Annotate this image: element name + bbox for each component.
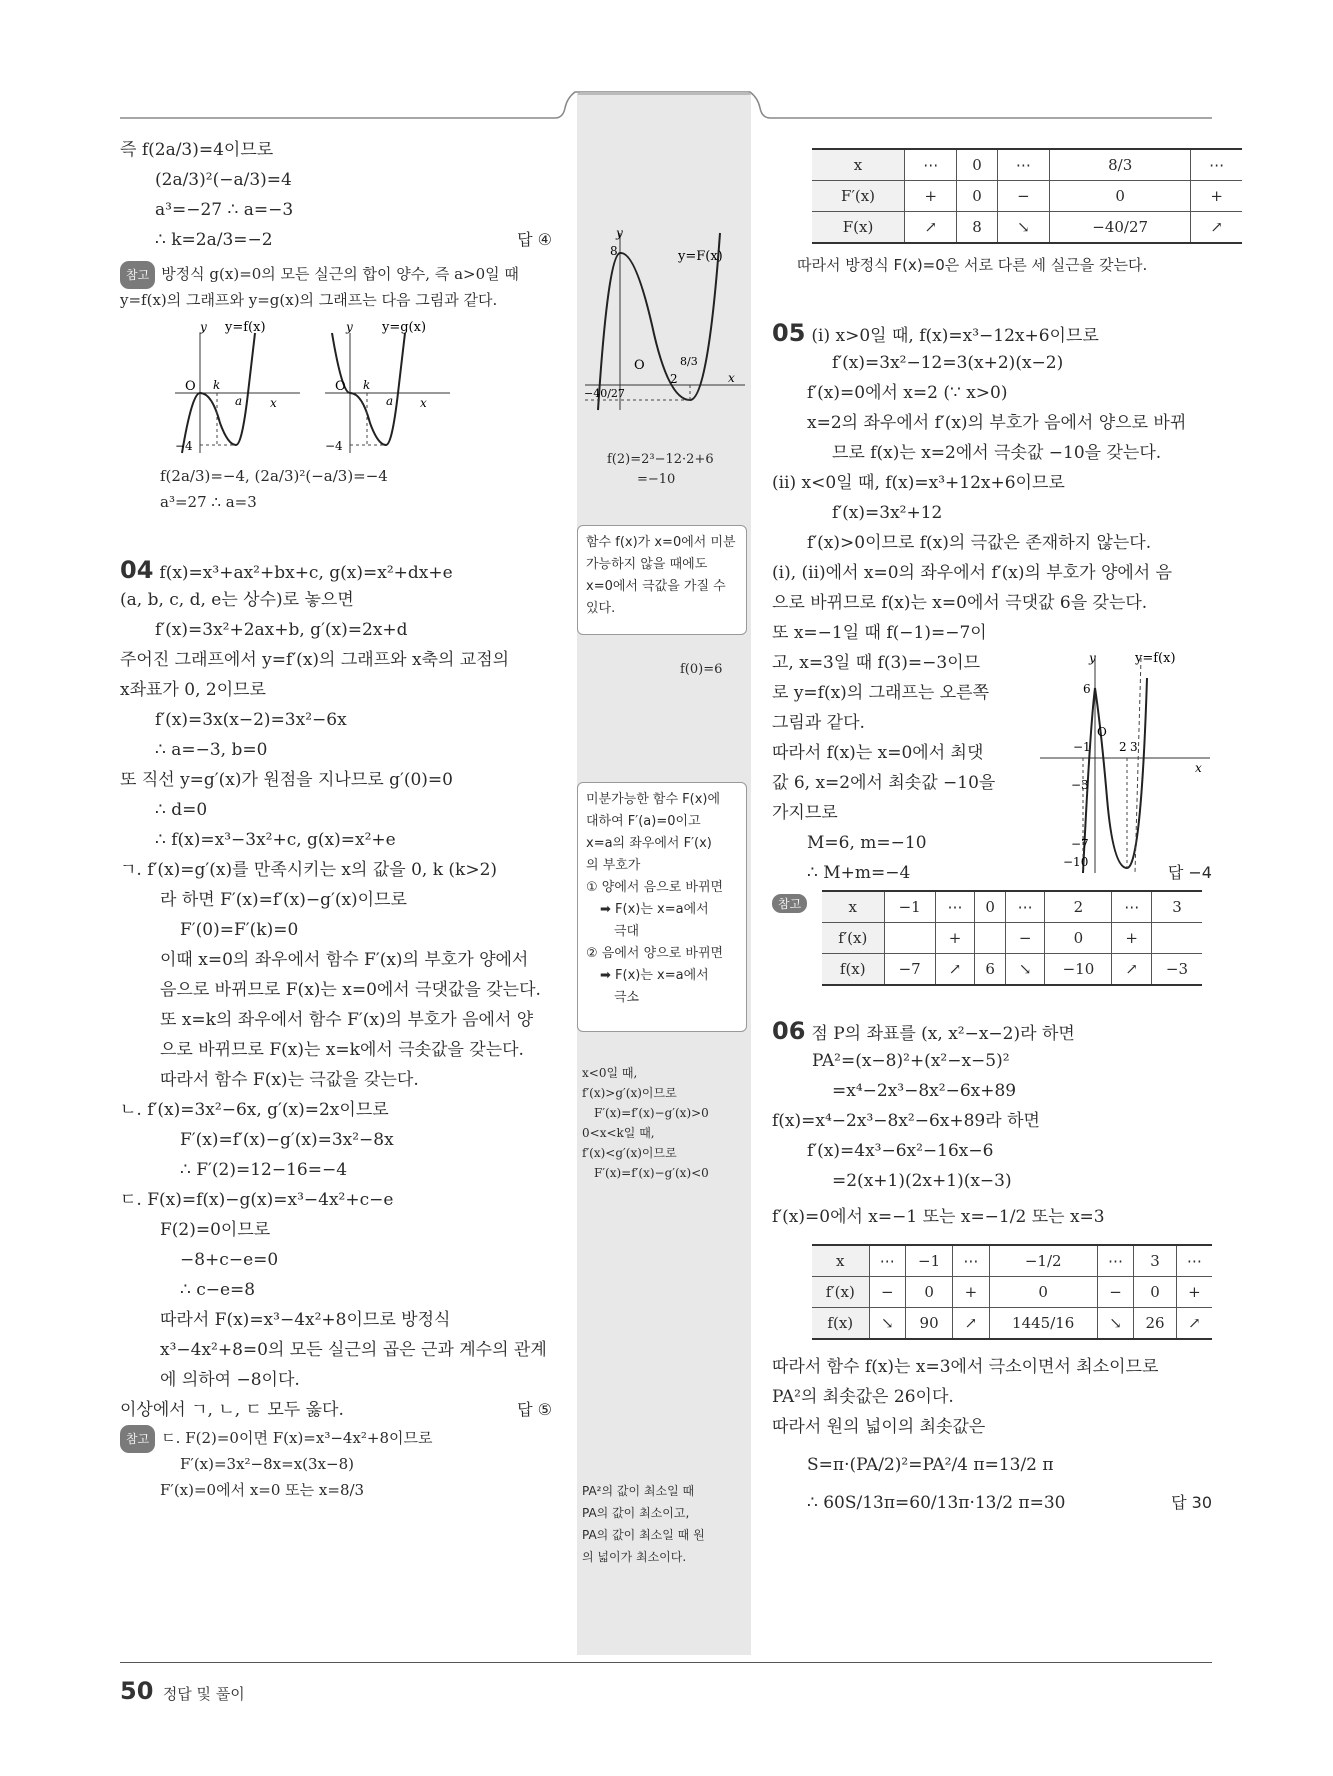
graph-g-title: y=g(x) [382, 320, 427, 335]
text-line: 음으로 바뀌므로 F(x)는 x=0에서 극댓값을 갖는다. [160, 980, 541, 1000]
cell: − [1005, 923, 1045, 954]
note-f0: f(0)=6 [680, 662, 723, 677]
note-tag: 참고 [120, 1425, 155, 1453]
graph-F-min: −40/27 [584, 387, 625, 400]
text-line: 이때 x=0의 좌우에서 함수 F′(x)의 부호가 양에서 [160, 950, 529, 970]
cell: ⋯ [935, 891, 975, 923]
text-line: F(2)=0이므로 [160, 1220, 271, 1240]
note-line: f(2)=2³−12·2+6 [607, 452, 714, 467]
text-line: ∴ d=0 [155, 800, 208, 820]
cell: ⋯ [997, 149, 1049, 181]
equation: ∴ k=2a/3=−2 [155, 230, 273, 250]
note-line: PA의 값이 최소일 때 원 [582, 1528, 705, 1542]
text-line: 으로 바뀌므로 F(x)는 x=k에서 극솟값을 갖는다. [160, 1040, 524, 1060]
text-line: x³−4x²+8=0의 모든 실근의 곱은 근과 계수의 관계 [160, 1340, 547, 1360]
graph-F-origin: O [634, 358, 645, 373]
cell: 6 [975, 954, 1006, 986]
text-line: F′(x)=f′(x)−g′(x)=3x²−8x [180, 1130, 394, 1150]
text-line: −8+c−e=0 [180, 1250, 279, 1270]
cell: 3 [1134, 1245, 1177, 1277]
text-line: f′(x)=3x²−12=3(x+2)(x−2) [832, 353, 1064, 373]
graph-f05-m7: −7 [1071, 837, 1089, 851]
note-table-wrap [772, 888, 1212, 978]
footer-rule [120, 1662, 1212, 1663]
graph-g-k: k [363, 378, 371, 392]
page-number: 50 [120, 1677, 154, 1705]
text-line: f′(x)=4x³−6x²−16x−6 [807, 1141, 994, 1161]
box-line: ② 음에서 양으로 바뀌면 [586, 946, 724, 961]
graph-f-and-g [120, 313, 552, 463]
graph-f-05 [1035, 648, 1215, 878]
cell [975, 923, 1006, 954]
cell: ↗ [905, 212, 957, 244]
cell: −1 [884, 891, 935, 923]
cell: ↘ [1097, 1308, 1133, 1340]
cell: ↗ [935, 954, 975, 986]
graph-F-max: 8 [610, 244, 618, 258]
tip-box-nondifferentiable: 함수 f(x)가 x=0에서 미분가능하지 않을 때에도 x=0에서 극값을 가질 수 있다. [577, 525, 747, 635]
table-F-sign [812, 148, 1242, 244]
graph-f05-origin: O [1097, 725, 1107, 739]
box-line: ➡ F(x)는 x=a에서 [600, 968, 709, 983]
cell: 2 [1045, 891, 1112, 923]
cell: ⋯ [1191, 149, 1242, 181]
answer-badge: 답 ④ [517, 230, 552, 249]
text-line [120, 1395, 552, 1425]
graph-F [580, 225, 748, 415]
text-line: f(x)=x³+ax²+bx+c, g(x)=x²+dx+e [159, 563, 453, 583]
question-05 [772, 318, 1212, 348]
note-line: PA²의 값이 최소일 때 [582, 1484, 695, 1498]
text-line: ∴ F′(2)=12−16=−4 [180, 1160, 348, 1180]
answer-badge: 답 ⑤ [517, 1400, 552, 1419]
box-line: 미분가능한 함수 F(x)에 [586, 792, 721, 807]
text-line: a³=−27 ∴ a=−3 [155, 200, 294, 220]
cell: ⋯ [1112, 891, 1152, 923]
text-line: f′(x)=3x²+2ax+b, g′(x)=2x+d [155, 620, 408, 640]
text-line: (a, b, c, d, e는 상수)로 놓으면 [120, 590, 354, 610]
graph-f05-three: 3 [1130, 740, 1138, 754]
text-line: F′(0)=F′(k)=0 [180, 920, 299, 940]
text-line: 따라서 f(x)는 x=0에서 최댓 [772, 743, 984, 763]
text-line: 으로 바뀌므로 f(x)는 x=0에서 극댓값 6을 갖는다. [772, 593, 1148, 613]
cell: ↗ [953, 1308, 989, 1340]
cell: x [812, 149, 905, 181]
cell: ↗ [1112, 954, 1152, 986]
cell: ⋯ [1005, 891, 1045, 923]
graph-f-x: x [270, 396, 277, 410]
cell: − [997, 181, 1049, 212]
note-line: y=f(x)의 그래프와 y=g(x)의 그래프는 다음 그림과 같다. [120, 291, 498, 309]
box-line: 극대 [614, 924, 640, 939]
note-tag: 참고 [772, 894, 807, 913]
graph-F-y: y [616, 226, 623, 240]
note-line: 의 넓이가 최소이다. [582, 1550, 687, 1564]
cell: − [869, 1277, 905, 1308]
cell: F(x) [812, 212, 905, 244]
text-line: PA²=(x−8)²+(x²−x−5)² [812, 1051, 1010, 1071]
conclusion: ∴ M+m=−4 [807, 863, 911, 883]
text-line: 점 P의 좌표를 (x, x²−x−2)라 하면 [811, 1024, 1075, 1044]
note-pa [582, 1480, 705, 1568]
text-line: (ⅱ) x<0일 때, f(x)=x³+12x+6이므로 [772, 473, 1065, 493]
graph-g-origin: O [335, 379, 346, 394]
note-line [120, 1425, 552, 1451]
graph-F-title: y=F(x) [678, 249, 723, 264]
graph-f [175, 320, 300, 453]
cell: ↘ [997, 212, 1049, 244]
text-line: f′(x)=3x²+12 [832, 503, 943, 523]
text-line: f′(x)>0이므로 f(x)의 극값은 존재하지 않는다. [807, 533, 1152, 553]
answer-badge: 답 30 [1171, 1493, 1212, 1512]
graph-f-origin: O [185, 379, 196, 394]
graph-g-min: −4 [325, 439, 343, 453]
box-line: 의 부호가 [586, 858, 641, 873]
note-line: F′(x)=0에서 x=0 또는 x=8/3 [160, 1481, 365, 1499]
cell: −7 [884, 954, 935, 986]
cell: 1445/16 [989, 1308, 1097, 1340]
cell: f(x) [822, 954, 884, 986]
graph-f05-y: y [1089, 651, 1096, 665]
text-line: 또 x=−1일 때 f(−1)=−7이 [772, 623, 987, 643]
text-line: ∴ a=−3, b=0 [155, 740, 268, 760]
text-line: ∴ f(x)=x³−3x²+c, g(x)=x²+e [155, 830, 396, 850]
question-04 [120, 555, 552, 585]
cell: −1 [905, 1245, 952, 1277]
cell: ⋯ [1176, 1245, 1212, 1277]
graph-g-a: a [386, 394, 394, 408]
graph-f05-six: 6 [1083, 682, 1091, 696]
cell: −1/2 [989, 1245, 1097, 1277]
cell: x [822, 891, 884, 923]
text-line: 값 6, x=2에서 최솟값 −10을 [772, 773, 996, 793]
cell: + [953, 1277, 989, 1308]
note-line: 0<x<k일 때, [582, 1126, 655, 1140]
cell: −10 [1045, 954, 1112, 986]
text-line: =x⁴−2x³−8x²−6x+89 [832, 1081, 1017, 1101]
graph-f-a: a [235, 394, 243, 408]
text-line: 또 직선 y=g′(x)가 원점을 지나므로 g′(0)=0 [120, 770, 453, 790]
text-line: 따라서 함수 f(x)는 x=3에서 극소이면서 최소이므로 [772, 1357, 1159, 1377]
table-f-sign-06 [812, 1244, 1212, 1340]
note-line: F′(x)=f′(x)−g′(x)<0 [594, 1166, 709, 1180]
text-line: 에 의하여 −8이다. [160, 1370, 300, 1390]
table-row [812, 212, 1242, 244]
table-row [812, 1308, 1212, 1340]
text-line: 주어진 그래프에서 y=f′(x)의 그래프와 x축의 교점의 [120, 650, 510, 670]
text-line: f′(x)=0에서 x=2 (∵ x>0) [807, 383, 1008, 403]
graph-f-min: −4 [175, 439, 193, 453]
box-line: x=a의 좌우에서 F′(x) [586, 836, 712, 851]
graph-f05-m1: −1 [1073, 740, 1091, 754]
cell: ⋯ [869, 1245, 905, 1277]
cell: 26 [1134, 1308, 1177, 1340]
table-row [822, 923, 1202, 954]
cell: 0 [989, 1277, 1097, 1308]
graph-F-x3: 8/3 [680, 355, 698, 368]
note-line: f′(x)<g′(x)이므로 [582, 1146, 677, 1160]
cell: + [905, 181, 957, 212]
text-line: 즉 f(2a/3)=4이므로 [120, 140, 274, 160]
cell: F′(x) [812, 181, 905, 212]
left-column [120, 135, 552, 1503]
box-line: ① 양에서 음으로 바뀌면 [586, 880, 724, 895]
graph-f05-x: x [1195, 761, 1202, 775]
cell: ↗ [1191, 212, 1242, 244]
cell: 3 [1151, 891, 1202, 923]
text-line: (ⅰ) x>0일 때, f(x)=x³−12x+6이므로 [811, 326, 1099, 346]
cell: f′(x) [812, 1277, 869, 1308]
cell: 0 [1045, 923, 1112, 954]
tip-box-extremum [577, 782, 747, 1032]
text-line: 따라서 원의 넓이의 최솟값은 [772, 1417, 986, 1437]
table-row [812, 1277, 1212, 1308]
footer [120, 1677, 245, 1705]
graph-F-x: x [728, 371, 735, 385]
cell: + [1191, 181, 1242, 212]
cell: x [812, 1245, 869, 1277]
cell: ↘ [869, 1308, 905, 1340]
cell: 0 [905, 1277, 952, 1308]
graph-f-k: k [213, 378, 221, 392]
cell: −40/27 [1050, 212, 1191, 244]
graph-f05-m3: −3 [1071, 778, 1089, 792]
cell: 0 [957, 149, 997, 181]
cell: 8/3 [1050, 149, 1191, 181]
note-line: F′(x)=3x²−8x=x(3x−8) [180, 1455, 354, 1473]
text-line: 므로 f(x)는 x=2에서 극솟값 −10을 갖는다. [832, 443, 1162, 463]
graph-g [325, 320, 450, 453]
cell: + [1112, 923, 1152, 954]
text-line: ㄱ. f′(x)=g′(x)를 만족시키는 x의 값을 0, k (k>2) [120, 860, 498, 880]
text-line: f′(x)=0에서 x=−1 또는 x=−1/2 또는 x=3 [772, 1207, 1105, 1227]
box-line: 대하여 F′(a)=0이고 [586, 814, 701, 829]
note-f2 [607, 450, 714, 490]
text-line: f(2a/3)=−4, (2a/3)²(−a/3)=−4 [160, 467, 388, 485]
note-text: 방정식 g(x)=0의 모든 실근의 합이 양수, 즉 a>0일 때 [161, 265, 519, 283]
table-f-sign-05 [822, 890, 1202, 986]
text-line: 로 y=f(x)의 그래프는 오른쪽 [772, 683, 990, 703]
answer-badge: 답 −4 [1167, 863, 1212, 882]
cell: 90 [905, 1308, 952, 1340]
text-line: ㄴ. f′(x)=3x²−6x, g′(x)=2x이므로 [120, 1100, 389, 1120]
conclusion: ∴ 60S/13π=60/13π·13/2 π=30 [807, 1493, 1066, 1513]
note-line: f′(x)>g′(x)이므로 [582, 1086, 677, 1100]
text-line: (ⅰ), (ⅱ)에서 x=0의 좌우에서 f′(x)의 부호가 양에서 음 [772, 563, 1173, 583]
note-line: F′(x)=f′(x)−g′(x)>0 [594, 1106, 709, 1120]
cell: 0 [975, 891, 1006, 923]
table1-conclusion: 따라서 방정식 F(x)=0은 서로 다른 세 실근을 갖는다. [797, 256, 1148, 274]
text-line: (2a/3)²(−a/3)=4 [155, 170, 292, 190]
text-line: ㄷ. F(x)=f(x)−g(x)=x³−4x²+c−e [120, 1190, 394, 1210]
text-line: M=6, m=−10 [807, 833, 927, 853]
question-06 [772, 1016, 1212, 1046]
graph-f05-two: 2 [1119, 740, 1127, 754]
text-line: 그림과 같다. [772, 713, 865, 733]
cell: ⋯ [1097, 1245, 1133, 1277]
note-tag: 참고 [120, 261, 155, 289]
graph-g-x: x [420, 396, 427, 410]
note-line: =−10 [637, 472, 676, 487]
graph-f-title: y=f(x) [225, 320, 266, 335]
cell: 0 [1050, 181, 1191, 212]
table-row [812, 181, 1242, 212]
table-row [822, 954, 1202, 986]
note-line [120, 261, 552, 287]
text-line: 가지므로 [772, 803, 838, 823]
text-line: PA²의 최솟값은 26이다. [772, 1387, 954, 1407]
conclusion: 이상에서 ㄱ, ㄴ, ㄷ 모두 옳다. [120, 1400, 344, 1420]
text-line: S=π·(PA/2)²=PA²/4 π=13/2 π [807, 1455, 1054, 1475]
table-row [812, 1245, 1212, 1277]
note-line: x<0일 때, [582, 1066, 638, 1080]
cell [884, 923, 935, 954]
footer-title: 정답 및 풀이 [162, 1685, 245, 1703]
text-line: =2(x+1)(2x+1)(x−3) [832, 1171, 1012, 1191]
cell [1151, 923, 1202, 954]
cell: ↘ [1005, 954, 1045, 986]
text-line: f′(x)=3x(x−2)=3x²−6x [155, 710, 347, 730]
cell: 8 [957, 212, 997, 244]
graph-g-y: y [346, 320, 353, 334]
box-line: ➡ F(x)는 x=a에서 [600, 902, 709, 917]
table-row [822, 891, 1202, 923]
table-row [812, 149, 1242, 181]
graph-f-y: y [200, 320, 207, 334]
text-line: ∴ c−e=8 [180, 1280, 256, 1300]
question-number: 04 [120, 556, 154, 584]
text-line [120, 225, 552, 255]
question-number: 05 [772, 319, 806, 347]
box-line: 극소 [614, 990, 640, 1005]
graph-f05-title: y=f(x) [1135, 651, 1176, 666]
note-line: PA의 값이 최소이고, [582, 1506, 690, 1520]
note-sign [582, 1063, 709, 1183]
text-line: f(x)=x⁴−2x³−8x²−6x+89라 하면 [772, 1111, 1040, 1131]
question-number: 06 [772, 1017, 806, 1045]
cell: − [1097, 1277, 1133, 1308]
text-line: x좌표가 0, 2이므로 [120, 680, 266, 700]
text-line: 또 x=k의 좌우에서 함수 F′(x)의 부호가 음에서 양 [160, 1010, 534, 1030]
cell: f′(x) [822, 923, 884, 954]
cell: −3 [1151, 954, 1202, 986]
cell: 0 [957, 181, 997, 212]
text-line: x=2의 좌우에서 f′(x)의 부호가 음에서 양으로 바뀌 [807, 413, 1187, 433]
graph-F-x2: 2 [670, 372, 678, 386]
text-line: 따라서 F(x)=x³−4x²+8이므로 방정식 [160, 1310, 451, 1330]
text-line: 따라서 함수 F(x)는 극값을 갖는다. [160, 1070, 419, 1090]
cell: + [1176, 1277, 1212, 1308]
text-line: 라 하면 F′(x)=f′(x)−g′(x)이므로 [160, 890, 407, 910]
note-text: ㄷ. F(2)=0이면 F(x)=x³−4x²+8이므로 [161, 1429, 433, 1447]
cell: + [935, 923, 975, 954]
text-line: a³=27 ∴ a=3 [160, 493, 257, 511]
cell: f(x) [812, 1308, 869, 1340]
cell: ↗ [1176, 1308, 1212, 1340]
text-line [772, 1488, 1212, 1518]
cell: ⋯ [905, 149, 957, 181]
cell: 0 [1134, 1277, 1177, 1308]
cell: ⋯ [953, 1245, 989, 1277]
text-line: 고, x=3일 때 f(3)=−3이므 [772, 653, 981, 673]
graph-f05-m10: −10 [1063, 855, 1089, 869]
